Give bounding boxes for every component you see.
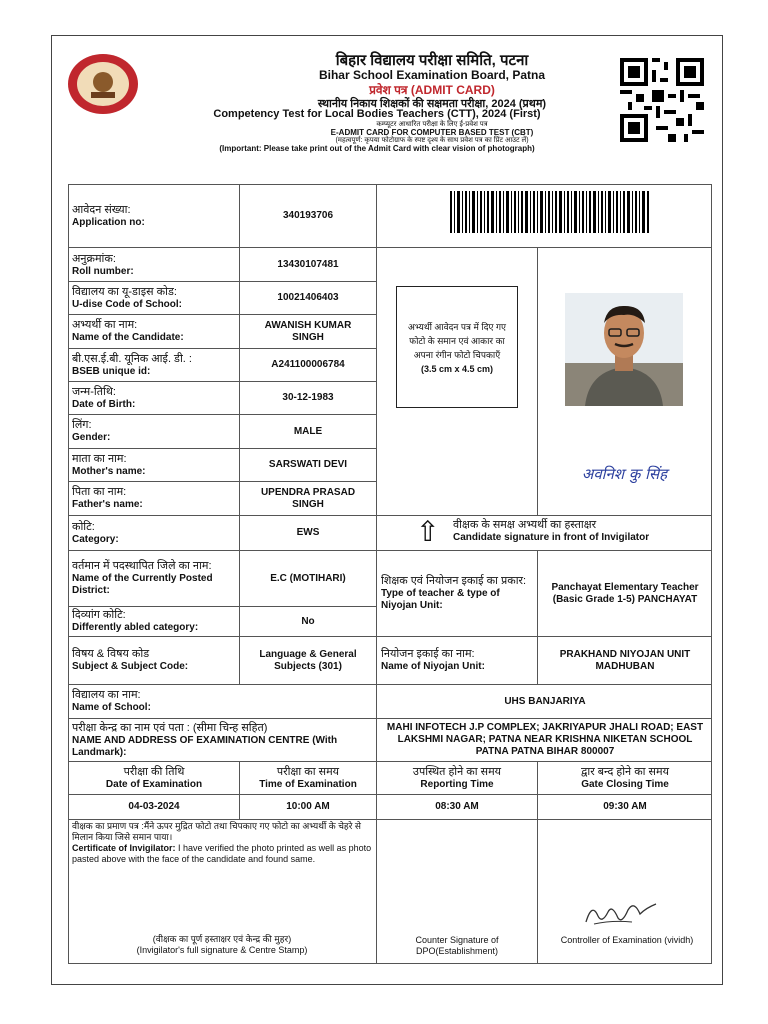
disabled-value: No xyxy=(301,615,315,627)
exam-time-value: 10:00 AM xyxy=(286,801,330,812)
candidate-handwritten-signature: अवनिश कु सिंह xyxy=(581,465,668,483)
subject-label: विषय & विषय कोड Subject & Subject Code: xyxy=(72,648,189,672)
invigilator-signature-line: (वीक्षक का पूर्ण हस्ताक्षर एवं केन्द्र की मुहर) (Invigilator's full signature & Centre Stamp) xyxy=(136,934,308,955)
exam-centre-value: MAHI INFOTECH J.P COMPLEX; JAKRIYAPUR JHALI ROAD; EAST LAKSHMI NAGAR; PATNA NEAR KRISHNA NIKETAN SCHOOL PATNA PATNA BIHAR 800007 xyxy=(386,722,704,757)
candidate-name-label: अभ्यर्थी का नाम: Name of the Candidate: xyxy=(72,319,184,343)
controller-of-examination: Controller of Examination (vividh) xyxy=(560,935,694,945)
disabled-label: दिव्यांग कोटि: Differently abled category: xyxy=(72,609,199,633)
cbt-english: E-ADMIT CARD FOR COMPUTER BASED TEST (CBT) xyxy=(330,128,534,137)
father-name-value: UPENDRA PRASAD SINGH xyxy=(260,486,356,510)
board-name-hindi: बिहार विद्यालय परीक्षा समिति, पटना xyxy=(335,52,529,69)
reporting-time-value: 08:30 AM xyxy=(435,801,479,812)
invigilator-certificate: वीक्षक का प्रमाण पत्र :मैंने ऊपर मुद्रित फोटो तथा चिपकाए गए फोटो का अभ्यर्थी के चेहरे से मिलान किया जिसे समान पाया। Certificate of Invigilator: I have verified the photo printed as well as photo pasted above with the face of the candidate and found same. xyxy=(72,821,372,864)
posted-district-value: E.C (MOTIHARI) xyxy=(270,572,346,584)
schedule-header-gate: द्वार बन्द होने का समय Gate Closing Time xyxy=(581,765,669,790)
gender-label: लिंग: Gender: xyxy=(72,419,111,443)
admit-card-title: प्रवेश पत्र (ADMIT CARD) xyxy=(369,83,495,97)
school-value: UHS BANJARIYA xyxy=(504,695,586,707)
important-english: (Important: Please take print out of the Admit Card with clear vision of photograph) xyxy=(219,144,535,153)
qr-code xyxy=(620,58,704,142)
father-name-label: पिता का नाम: Father's name: xyxy=(72,486,143,510)
controller-handwritten-signature xyxy=(582,894,662,930)
mother-name-label: माता का नाम: Mother's name: xyxy=(72,452,146,477)
teacher-type-label: शिक्षक एवं नियोजन इकाई का प्रकार: Type of teacher & type of Niyojan Unit: xyxy=(381,575,527,611)
schedule-header-time: परीक्षा का समय Time of Examination xyxy=(259,765,357,790)
candidate-name-value: AWANISH KUMAR SINGH xyxy=(264,319,352,343)
roll-number-label: अनुक्रमांक: Roll number: xyxy=(72,252,134,277)
dob-value: 30-12-1983 xyxy=(282,392,334,403)
category-label: कोटि: Category: xyxy=(72,520,119,545)
exam-name-english: Competency Test for Local Bodies Teachers (CTT), 2024 (First) xyxy=(213,108,541,120)
mother-name-value: SARSWATI DEVI xyxy=(268,459,348,470)
admit-card xyxy=(51,35,723,985)
school-label: विद्यालय का नाम: Name of School: xyxy=(72,689,151,713)
photo-size: (3.5 cm x 4.5 cm) xyxy=(420,364,494,374)
signature-note: वीक्षक के समक्ष अभ्यर्थी का हस्ताक्षर Candidate signature in front of Invigilator xyxy=(453,519,650,543)
schedule-header-date: परीक्षा की तिथि Date of Examination xyxy=(105,765,203,790)
dob-label: जन्म-तिथि: Date of Birth: xyxy=(72,385,136,410)
important-hindi: (महत्वपूर्ण: कृपया फोटोग्राफ के स्पष्ट दृश्य के साथ प्रवेश पत्र का प्रिंट आउट लें) xyxy=(335,137,529,144)
dpo-counter-signature: Counter Signature of DPO(Establishment) xyxy=(415,935,499,956)
photo-paste-box xyxy=(396,286,518,408)
photo-instruction: अभ्यर्थी आवेदन पत्र में दिए गए फोटो के समान एवं आकार का अपना रंगीन फोटो चिपकाएँ xyxy=(408,322,506,360)
schedule-header-reporting: उपस्थित होने का समय Reporting Time xyxy=(412,765,502,790)
category-value: EWS xyxy=(296,527,320,538)
subject-value: Language & General Subjects (301) xyxy=(259,648,357,672)
application-no-value: 340193706 xyxy=(282,210,334,221)
upload-arrow-icon: ⇧ xyxy=(416,516,440,547)
gender-value: MALE xyxy=(293,425,323,437)
udise-value: 10021406403 xyxy=(277,292,339,303)
posted-district-label: वर्तमान में पदस्थापित जिले का नाम: Name of the Currently Posted District: xyxy=(72,560,213,596)
udise-label: विद्यालय का यू-डाइस कोड: U-dise Code of School: xyxy=(72,285,182,310)
unique-id-value: A241100006784 xyxy=(271,359,345,370)
cbt-hindi: कम्प्यूटर आधारित परीक्षा के लिए ई-प्रवेश पत्र xyxy=(376,121,488,128)
exam-name-hindi: स्थानीय निकाय शिक्षकों की सक्षमता परीक्षा, 2024 (प्रथम) xyxy=(317,98,547,110)
gate-closing-value: 09:30 AM xyxy=(603,801,647,812)
niyojan-unit-label: नियोजन इकाई का नाम: Name of Niyojan Unit: xyxy=(381,648,485,672)
exam-date-value: 04-03-2024 xyxy=(128,801,180,812)
niyojan-unit-value: PRAKHAND NIYOJAN UNIT MADHUBAN xyxy=(559,648,691,672)
application-no-label: आवेदन संख्या: Application no: xyxy=(72,203,145,228)
unique-id-label: बी.एस.ई.बी. यूनिक आई. डी. : BSEB unique id: xyxy=(72,352,192,377)
teacher-type-value: Panchayat Elementary Teacher (Basic Grade 1-5) PANCHAYAT xyxy=(551,581,699,605)
exam-centre-label: परीक्षा केन्द्र का नाम एवं पता : (सीमा चिन्ह सहित) NAME AND ADDRESS OF EXAMINATION CENTRE (With Landmark): xyxy=(72,721,338,758)
board-name-english: Bihar School Examination Board, Patna xyxy=(318,68,546,82)
barcode xyxy=(450,191,650,233)
candidate-photo xyxy=(565,293,683,406)
roll-number-value: 13430107481 xyxy=(277,259,339,270)
